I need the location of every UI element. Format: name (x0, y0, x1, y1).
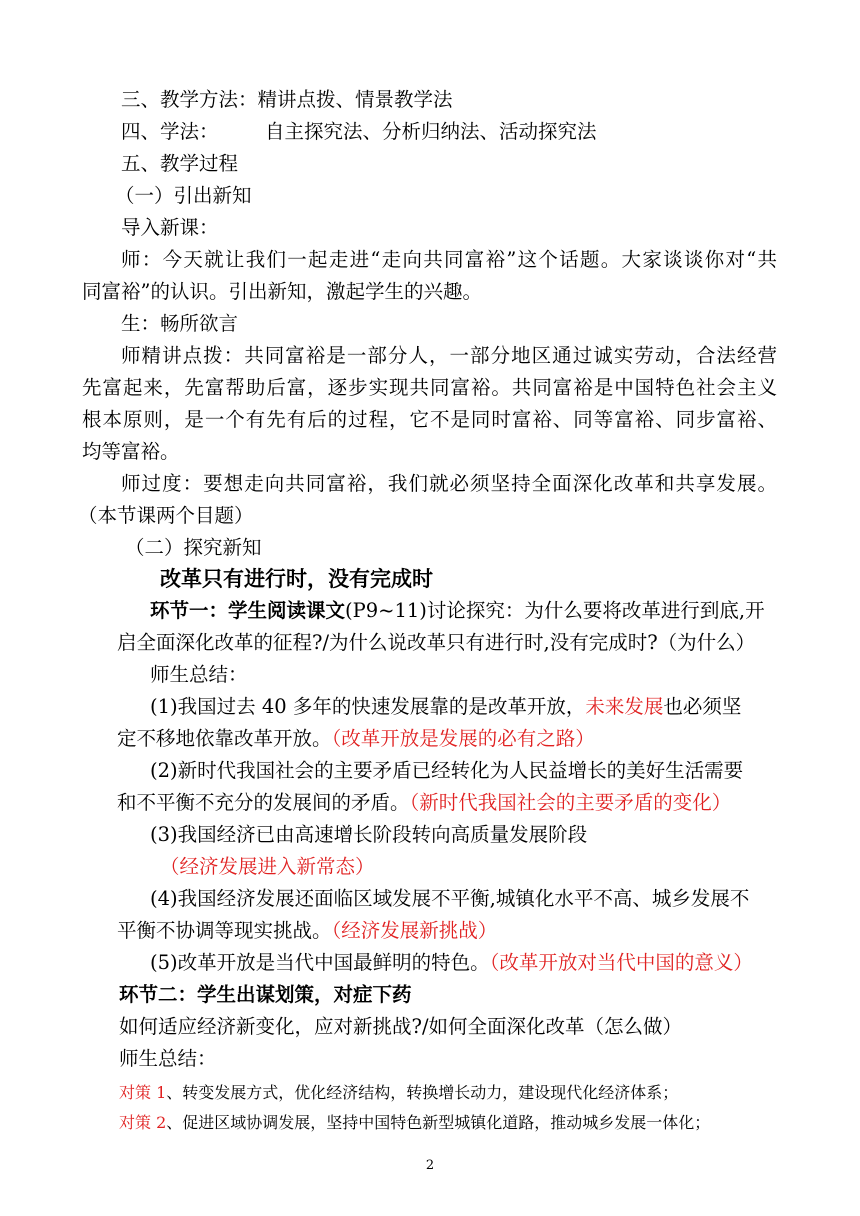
student-line: 生：畅所欲言 (121, 312, 239, 335)
countermeasure-1-text: 、转变发展方式，优化经济结构，转换增长动力，建设现代化经济体系； (166, 1083, 679, 1102)
point4-text-b: 平衡不协调等现实挑战。 (117, 919, 332, 942)
point2-note: （新时代我国社会的主要矛盾的变化） (409, 791, 732, 814)
teacher-line-2b: 先富起来，先富帮助后富，逐步实现共同富裕。共同富裕是中国特色社会主义 (82, 376, 777, 399)
transition-line-a: 师过度：要想走向共同富裕，我们就必须坚持全面深化改革和共享发展。 (121, 472, 777, 495)
part1-heading: （一）引出新知 (115, 184, 252, 207)
teacher-line-1b: 同富裕”的认识。引出新知，激起学生的兴趣。 (82, 280, 482, 303)
teacher-line-2d: 均等富裕。 (82, 440, 180, 463)
step1-line-b: 启全面深化改革的征程?/为什么说改革只有进行时,没有完成时?（为什么） (117, 631, 756, 654)
study-label: 四、学法： (121, 120, 219, 143)
point4-note: （经济发展新挑战） (331, 919, 498, 942)
method-line: 三、教学方法：精讲点拨、情景教学法 (121, 88, 453, 111)
point5-line (150, 949, 753, 977)
section-title: 改革只有进行时，没有完成时 (160, 566, 433, 591)
point1-note: （改革开放是发展的必有之路） (331, 727, 595, 750)
point3-note: （经济发展进入新常态） (160, 855, 375, 878)
point1-line-b (117, 725, 595, 753)
intro-line: 导入新课： (121, 216, 219, 239)
study-value: 自主探究法、分析归纳法、活动探究法 (265, 120, 597, 143)
step2-heading: 环节二：学生出谋划策，对症下药 (119, 983, 412, 1006)
process-heading: 五、教学过程 (121, 152, 239, 175)
point1-text-b: 定不移地依靠改革开放。 (117, 727, 332, 750)
countermeasure-2-text: 、促进区域协调发展，坚持中国特色新型城镇化道路，推动城乡发展一体化； (166, 1113, 711, 1132)
transition-line-b: （本节课两个目题） (78, 504, 254, 527)
point4-line-a: (4)我国经济发展还面临区域发展不平衡,城镇化水平不高、城乡发展不 (150, 887, 750, 910)
step1-label: 环节一：学生阅读课文 (150, 599, 346, 622)
point1-text-a-end: 也必须坚 (663, 695, 742, 718)
step1-line-a (150, 597, 770, 625)
summary1-label: 师生总结： (150, 663, 248, 686)
countermeasure-1-label: 对策 1 (119, 1083, 167, 1102)
point1-highlight: 未来发展 (585, 695, 664, 718)
step2-question: 如何适应经济新变化，应对新挑战?/如何全面深化改革（怎么做） (119, 1015, 683, 1038)
point1-text-a: (1)我国过去 40 多年的快速发展靠的是改革开放， (150, 695, 586, 718)
countermeasure-2-label: 对策 2 (119, 1113, 167, 1132)
point2-text-b: 和不平衡不充分的发展间的矛盾。 (117, 791, 410, 814)
point2-line-a: (2)新时代我国社会的主要矛盾已经转化为人民益增长的美好生活需要 (150, 759, 744, 782)
page-number: 2 (425, 1158, 435, 1173)
teacher-line-2a: 师精讲点拨：共同富裕是一部分人，一部分地区通过诚实劳动，合法经营 (121, 344, 777, 367)
part2-heading: （二）探究新知 (125, 536, 262, 559)
point5-note: （改革开放对当代中国的意义） (489, 951, 753, 974)
point3-line-a: (3)我国经济已由高速增长阶段转向高质量发展阶段 (150, 823, 588, 846)
summary2-label: 师生总结： (119, 1047, 217, 1070)
point2-line-b (117, 789, 731, 817)
step1-text: (P9~11)讨论探究：为什么要将改革进行到底,开 (345, 599, 765, 622)
teacher-line-2c: 根本原则，是一个有先有后的过程，它不是同时富裕、同等富裕、同步富裕、 (82, 408, 777, 431)
point5-text: (5)改革开放是当代中国最鲜明的特色。 (150, 951, 490, 974)
teacher-line-1a: 师：今天就让我们一起走进“走向共同富裕”这个话题。大家谈谈你对“共 (121, 248, 777, 271)
point1-line-a (150, 693, 741, 721)
countermeasure-2 (119, 1112, 710, 1134)
point4-line-b (117, 917, 497, 945)
countermeasure-1 (119, 1082, 678, 1104)
